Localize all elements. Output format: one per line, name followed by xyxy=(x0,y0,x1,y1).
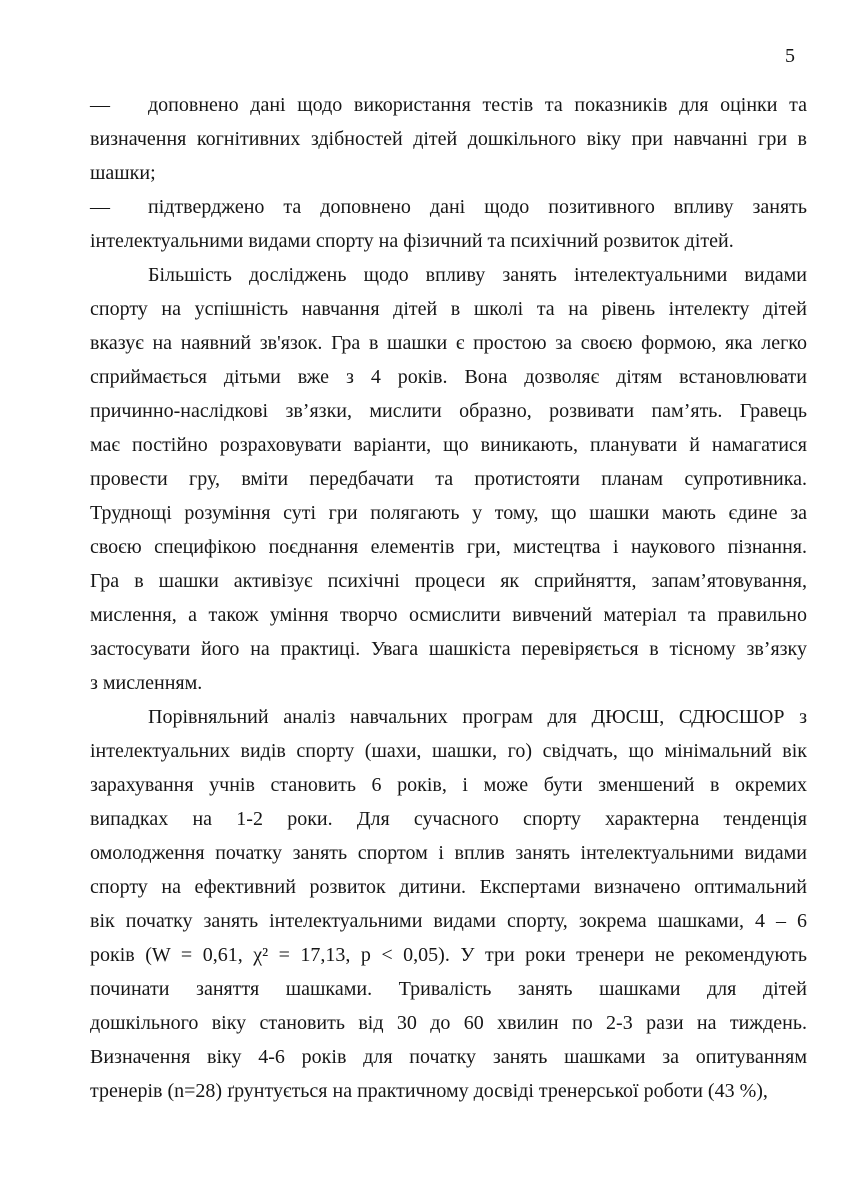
line-text: сприймається дітьми вже з 4 років. Вона дозволяє дітям встановлювати xyxy=(90,366,807,388)
line-text: Гра в шашки активізує психічні процеси як сприйняття, запам’ятовування, xyxy=(90,570,807,592)
text-line xyxy=(90,156,807,190)
text-line xyxy=(90,462,807,496)
text-line xyxy=(90,292,807,326)
text-line xyxy=(90,734,807,768)
text-line xyxy=(90,870,807,904)
line-text: Більшість досліджень щодо впливу занять інтелектуальними видами xyxy=(148,264,807,286)
text-line xyxy=(90,836,807,870)
text-block xyxy=(90,88,807,1108)
text-line xyxy=(90,598,807,632)
line-text: омолодження початку занять спортом і вплив занять інтелектуальними видами xyxy=(90,842,807,864)
line-text: зарахування учнів становить 6 років, і може бути зменшений в окремих xyxy=(90,774,807,796)
line-text: визначення когнітивних здібностей дітей дошкільного віку при навчанні гри в xyxy=(90,128,807,150)
text-line xyxy=(90,700,807,734)
line-text: Порівняльний аналіз навчальних програм для ДЮСШ, СДЮСШОР з xyxy=(148,706,807,728)
text-line xyxy=(90,972,807,1006)
line-text: починати заняття шашками. Тривалість занять шашками для дітей xyxy=(90,978,807,1000)
paragraph xyxy=(90,88,807,190)
line-text: з мисленням. xyxy=(90,672,203,694)
line-text: років (W = 0,61, χ² = 17,13, p < 0,05). У три роки тренери не рекомендують xyxy=(90,944,807,966)
text-line xyxy=(90,496,807,530)
text-line xyxy=(90,1074,807,1108)
text-line xyxy=(90,190,807,224)
line-text: причинно-наслідкові зв’язки, мислити образно, розвивати пам’ять. Гравець xyxy=(90,400,807,422)
page-number: 5 xyxy=(785,45,795,67)
text-line xyxy=(90,768,807,802)
text-line xyxy=(90,564,807,598)
text-line xyxy=(90,394,807,428)
line-text: застосувати його на практиці. Увага шашкіста перевіряється в тісному зв’язку xyxy=(90,638,807,660)
line-text: мислення, а також уміння творчо осмислити вивчений матеріал та правильно xyxy=(90,604,807,626)
line-text: вказує на наявний зв'язок. Гра в шашки є простою за своєю формою, яка легко xyxy=(90,332,807,354)
line-text: спорту на успішність навчання дітей в школі та на рівень інтелекту дітей xyxy=(90,298,807,320)
line-text: провести гру, вміти передбачати та протистояти планам супротивника. xyxy=(90,468,807,490)
paragraph xyxy=(90,190,807,258)
text-line xyxy=(90,122,807,156)
line-text: своєю специфікою поєднання елементів гри, мистецтва і наукового пізнання. xyxy=(90,536,807,558)
line-text: Труднощі розуміння суті гри полягають у тому, що шашки мають єдине за xyxy=(90,502,807,524)
text-line xyxy=(90,904,807,938)
text-line xyxy=(90,666,807,700)
line-text: Визначення віку 4-6 років для початку занять шашками за опитуванням xyxy=(90,1046,807,1068)
paragraph xyxy=(90,258,807,700)
line-text: інтелектуальних видів спорту (шахи, шашки, го) свідчать, що мінімальний вік xyxy=(90,740,807,762)
line-text: випадках на 1-2 роки. Для сучасного спорту характерна тенденція xyxy=(90,808,807,830)
text-line xyxy=(90,258,807,292)
line-text: має постійно розраховувати варіанти, що виникають, планувати й намагатися xyxy=(90,434,807,456)
text-line xyxy=(90,428,807,462)
text-line xyxy=(90,224,807,258)
text-line xyxy=(90,1040,807,1074)
list-dash-marker: — xyxy=(90,196,110,218)
text-line xyxy=(90,360,807,394)
line-text: вік початку занять інтелектуальними видами спорту, зокрема шашками, 4 – 6 xyxy=(90,910,807,932)
text-line xyxy=(90,802,807,836)
line-text: шашки; xyxy=(90,162,156,184)
paragraph xyxy=(90,700,807,1108)
line-text: дошкільного віку становить від 30 до 60 хвилин по 2-3 рази на тиждень. xyxy=(90,1012,807,1034)
text-line xyxy=(90,938,807,972)
line-text: підтверджено та доповнено дані щодо позитивного впливу занять xyxy=(148,196,807,218)
line-text: інтелектуальними видами спорту на фізичний та психічний розвиток дітей. xyxy=(90,230,734,252)
text-line xyxy=(90,326,807,360)
line-text: доповнено дані щодо використання тестів та показників для оцінки та xyxy=(148,94,807,116)
text-line xyxy=(90,1006,807,1040)
line-text: спорту на ефективний розвиток дитини. Експертами визначено оптимальний xyxy=(90,876,807,898)
list-dash-marker: — xyxy=(90,94,110,116)
text-line xyxy=(90,632,807,666)
line-text: тренерів (n=28) ґрунтується на практичному досвіді тренерської роботи (43 %), xyxy=(90,1080,768,1102)
text-line xyxy=(90,88,807,122)
text-line xyxy=(90,530,807,564)
